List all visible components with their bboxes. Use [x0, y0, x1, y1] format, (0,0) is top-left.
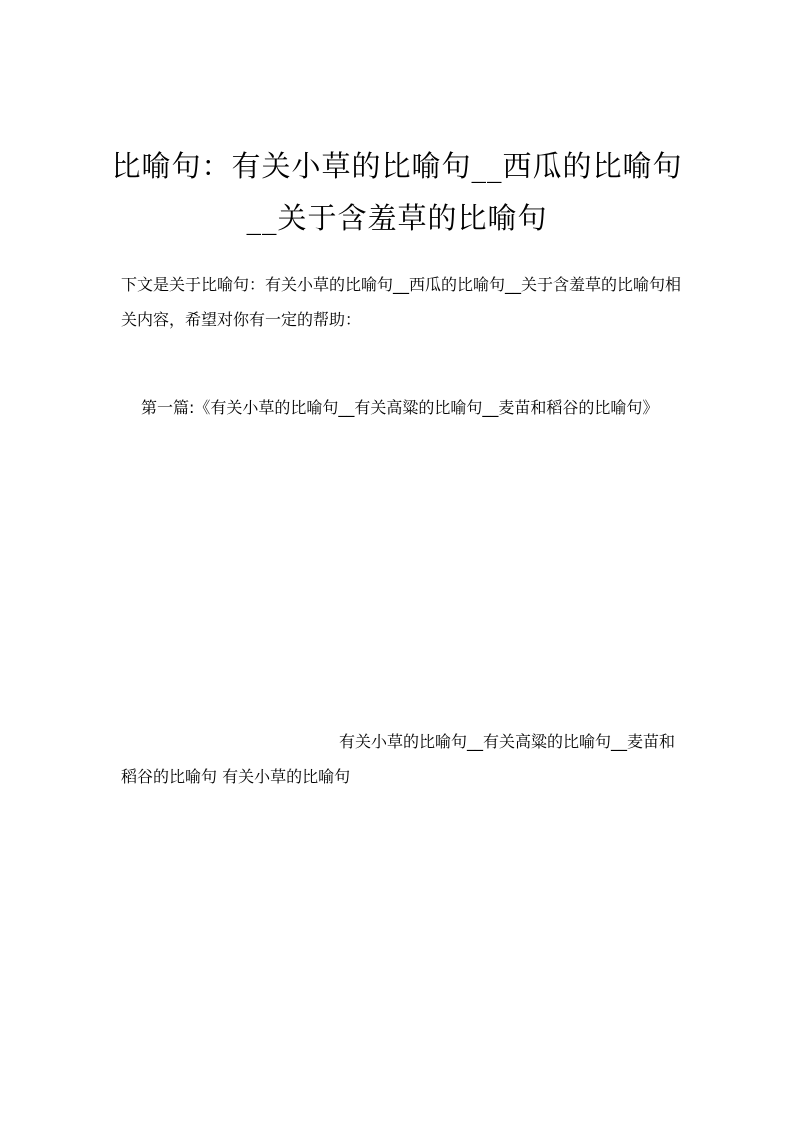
chapter-heading: 第一篇:《有关小草的比喻句__有关高粱的比喻句__麦苗和稻谷的比喻句》 — [141, 398, 659, 417]
document-title: 比喻句：有关小草的比喻句__西瓜的比喻句__关于含羞草的比喻句 — [111, 149, 683, 235]
intro-paragraph: 下文是关于比喻句：有关小草的比喻句__西瓜的比喻句__关于含羞草的比喻句相关内容，希望对你有一定的帮助： — [121, 275, 682, 329]
excerpt-paragraph: 有关小草的比喻句__有关高粱的比喻句__麦苗和稻谷的比喻句 有关小草的比喻句 — [121, 732, 676, 786]
